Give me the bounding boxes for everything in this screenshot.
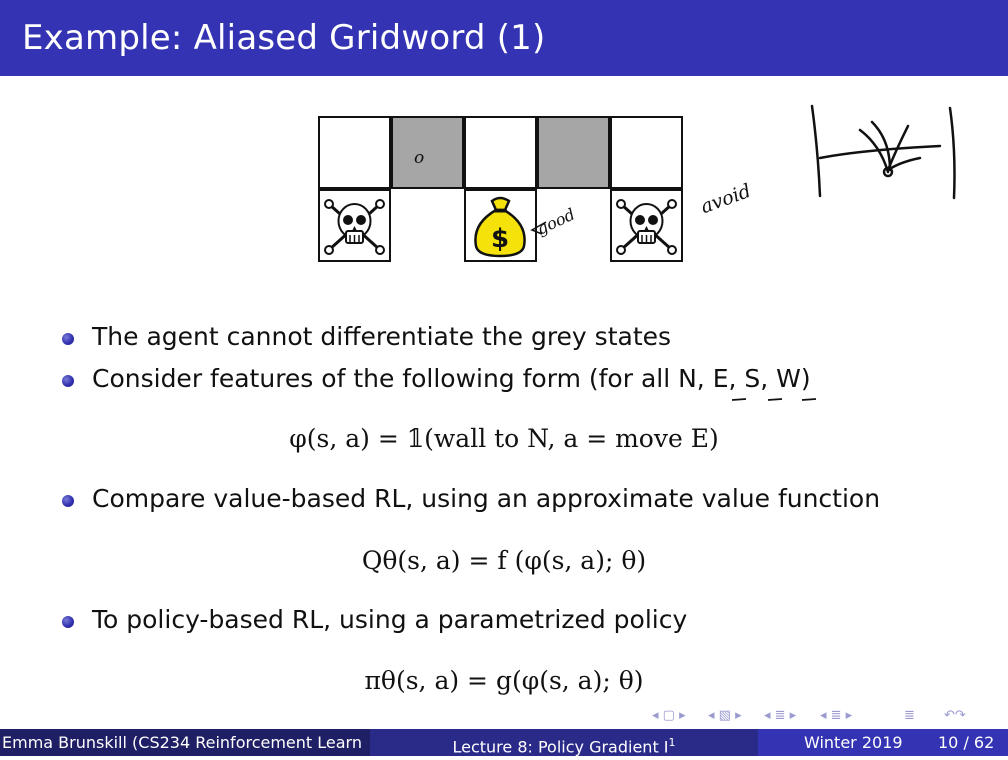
money-bag-icon (466, 191, 535, 260)
footer-right (758, 729, 1008, 756)
bullet-dot-3 (62, 495, 74, 507)
underline-marks-icon (728, 392, 818, 406)
skull-crossbones-icon (612, 191, 681, 260)
grid-cell-top-1 (318, 116, 391, 189)
formula-q: Qθ(s, a) = f (φ(s, a); θ) (361, 546, 647, 575)
bullet-text-2: Consider features of the following form (for all N, E, S, W) (92, 364, 811, 393)
hand-drawing-icon (800, 100, 970, 210)
nav-prev-frame-icon[interactable]: ◂ ▢ ▸ (652, 708, 686, 723)
bullet-dot-4 (62, 616, 74, 628)
footer-title (370, 729, 758, 756)
slide-title: Example: Aliased Gridword (1) (22, 18, 546, 58)
grid-cell-top-4 (537, 116, 610, 189)
footer-page-number: 10 / 62 (938, 733, 995, 752)
skull-crossbones-icon (320, 191, 389, 260)
title-bar (0, 0, 1008, 76)
nav-prev-subsection-icon[interactable]: ◂ ▧ ▸ (708, 708, 742, 723)
bullet-text-4: To policy-based RL, using a parametrized policy (92, 605, 688, 634)
grid-cell-top-3 (464, 116, 537, 189)
nav-prev-section-icon[interactable]: ◂ ≣ ▸ (764, 708, 797, 723)
bullet-dot-1 (62, 333, 74, 345)
nav-search-icon[interactable]: ↶↷ (944, 708, 966, 723)
annotation-o: o (414, 148, 425, 168)
beamer-navigation[interactable] (652, 708, 998, 726)
annotation-good: good (533, 204, 578, 239)
grid-cell-money (464, 189, 537, 262)
footer-title-sup: 1 (668, 736, 676, 749)
grid-cell-top-2 (391, 116, 464, 189)
annotation-avoid: avoid (697, 179, 754, 219)
grid-cell-top-5 (610, 116, 683, 189)
bullet-text-3: Compare value-based RL, using an approximate value function (92, 484, 881, 513)
nav-toc-icon[interactable]: ≣ (904, 708, 915, 723)
formula-pi: πθ(s, a) = g(φ(s, a); θ) (364, 666, 644, 695)
footer-author: Emma Brunskill (CS234 Reinforcement Learn (0, 729, 372, 756)
grid-cell-skull-left (318, 189, 391, 262)
bullet-dot-2 (62, 375, 74, 387)
svg-text:$: $ (490, 224, 510, 254)
grid-cell-skull-right (610, 189, 683, 262)
formula-phi: φ(s, a) = 𝟙(wall to N, a = move E) (289, 424, 719, 453)
footer-title-text: Lecture 8: Policy Gradient I (452, 737, 669, 757)
bullet-text-1: The agent cannot differentiate the grey states (92, 322, 672, 351)
gridworld (318, 116, 690, 270)
footer (0, 729, 1008, 756)
footer-date: Winter 2019 (804, 733, 903, 752)
nav-prev-doc-icon[interactable]: ◂ ≣ ▸ (820, 708, 853, 723)
